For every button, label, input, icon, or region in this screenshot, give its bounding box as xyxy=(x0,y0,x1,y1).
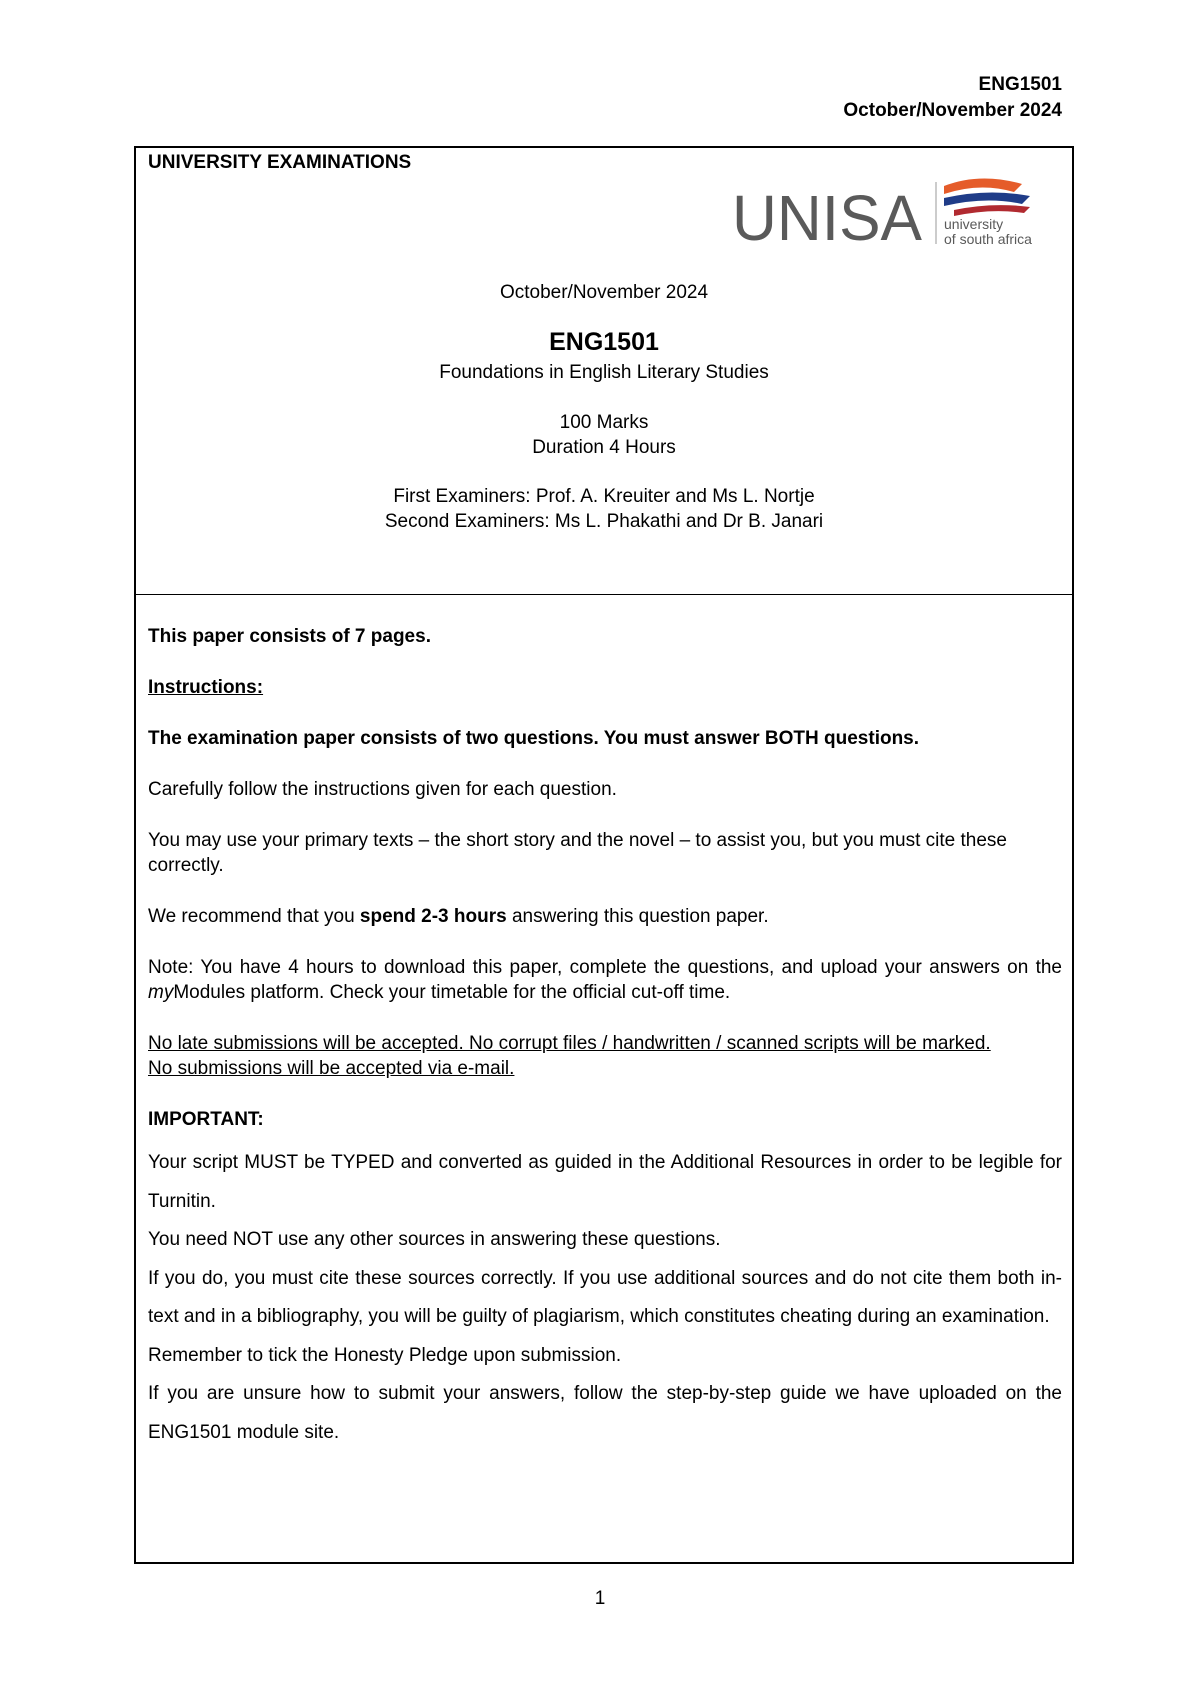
page-number: 1 xyxy=(594,1588,606,1609)
first-examiners: First Examiners: Prof. A. Kreuiter and Ms L. Nortje xyxy=(393,486,815,507)
instructions-heading: Instructions: xyxy=(148,677,264,698)
second-examiners: Second Examiners: Ms L. Phakathi and Dr B. Janari xyxy=(384,511,824,532)
follow-instructions: Carefully follow the instructions given for each question. xyxy=(148,779,617,800)
my-prefix: my xyxy=(148,982,174,1003)
section-divider xyxy=(136,594,1072,595)
page-header xyxy=(843,72,1062,124)
questions-note: The examination paper consists of two questions. You must answer BOTH questions. xyxy=(148,728,920,749)
instructions-section xyxy=(148,624,1062,1452)
important-list xyxy=(148,1144,1062,1452)
submission-note: Note: You have 4 hours to download this paper, complete the questions, and upload your answers on the myModules platform. Check your timetable for the official cut-off time. xyxy=(148,957,1062,1003)
important-item: Remember to tick the Honesty Pledge upon submission. xyxy=(148,1344,622,1366)
logo-wordmark: UNISA xyxy=(732,182,923,250)
module-title: Foundations in English Literary Studies xyxy=(439,362,769,383)
cover-session: October/November 2024 xyxy=(499,282,709,303)
important-item: You need NOT use any other sources in answering these questions. xyxy=(148,1229,721,1250)
exam-duration: Duration 4 Hours xyxy=(532,437,676,458)
late-submission-warning: No late submissions will be accepted. No corrupt files / handwritten / scanned scripts will be marked. xyxy=(148,1033,991,1054)
module-code: ENG1501 xyxy=(549,328,659,356)
important-item: If you do, you must cite these sources correctly. If you use additional sources and do not cite them both in-text and in a bibliography, you will be guilty of plagiarism, which constitutes cheating during an examination. xyxy=(148,1267,1062,1327)
page-count: This paper consists of 7 pages. xyxy=(148,626,431,647)
logo-flag-blue xyxy=(944,192,1030,206)
time-recommendation: We recommend that you spend 2-3 hours answering this question paper. xyxy=(148,906,769,927)
primary-texts-note: You may use your primary texts – the short story and the novel – to assist you, but you must cite these correctly. xyxy=(148,830,1007,876)
important-heading: IMPORTANT: xyxy=(148,1109,264,1130)
important-item: If you are unsure how to submit your answers, follow the step-by-step guide we have uploaded on the ENG1501 module site. xyxy=(148,1383,1062,1443)
logo-tagline-2: of south africa xyxy=(944,231,1032,247)
cover-frame xyxy=(134,146,1074,1564)
unisa-logo xyxy=(730,174,1060,250)
header-session: October/November 2024 xyxy=(843,100,1062,121)
header-module-code: ENG1501 xyxy=(978,74,1062,95)
logo-flag-red xyxy=(954,205,1030,216)
logo-tagline-1: university xyxy=(944,216,1004,232)
important-item: Your script MUST be TYPED and converted as guided in the Additional Resources in order to be legible for Turnitin. xyxy=(148,1152,1062,1212)
email-warning: No submissions will be accepted via e-mail. xyxy=(148,1058,515,1079)
total-marks: 100 Marks xyxy=(559,412,649,433)
cover-label: UNIVERSITY EXAMINATIONS xyxy=(148,152,412,173)
logo-flag-orange xyxy=(944,178,1022,194)
recommended-hours: spend 2-3 hours xyxy=(359,906,507,927)
